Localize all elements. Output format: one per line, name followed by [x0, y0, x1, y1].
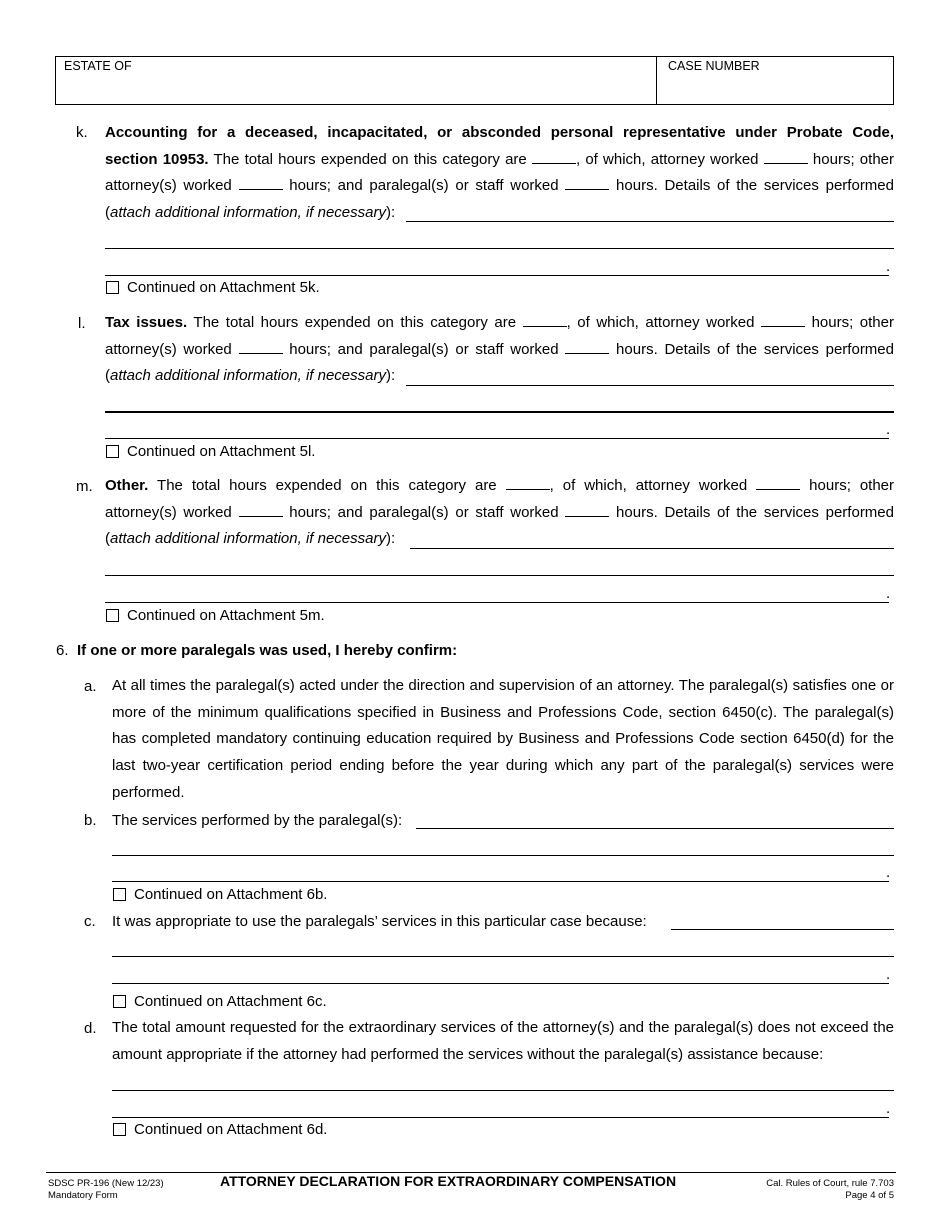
6d-continued-checkbox[interactable]	[113, 1123, 126, 1136]
item-6b-letter: b.	[84, 812, 97, 829]
6c-line-3[interactable]	[112, 983, 889, 984]
6d-line-2[interactable]	[112, 1117, 889, 1118]
l-paralegal-hours-field[interactable]	[565, 341, 609, 354]
l-details-line-2[interactable]	[105, 411, 894, 413]
k-period: .	[886, 258, 891, 275]
m-continued-checkbox[interactable]	[106, 609, 119, 622]
footer-page: Page 4 of 5	[845, 1190, 894, 1201]
m-paralegal-hours-field[interactable]	[565, 504, 609, 517]
6b-continued-row	[113, 886, 327, 903]
item-6-title: If one or more paralegals was used, I hereby confirm:	[77, 642, 458, 659]
item-l-text: Tax issues. The total hours expended on this category are , of which, attorney worked hours; other attorney(s) worked hours; and paralegal(s) or staff worked hours. Details of the services performed (attach additional information, if necessary):	[105, 314, 894, 385]
footer-form-id: SDSC PR-196 (New 12/23)	[48, 1178, 164, 1189]
footer-mandatory: Mandatory Form	[48, 1190, 118, 1201]
item-6c-text: It was appropriate to use the paralegals’ services in this particular case because:	[112, 913, 647, 930]
m-details-line-1[interactable]	[410, 548, 894, 549]
l-total-hours-field[interactable]	[523, 314, 567, 327]
m-continued-row	[106, 607, 325, 624]
l-period: .	[886, 421, 891, 438]
l-continued-row	[106, 443, 315, 460]
6d-line-1[interactable]	[112, 1090, 894, 1091]
k-continued-checkbox[interactable]	[106, 281, 119, 294]
l-attorney-hours-field[interactable]	[761, 314, 805, 327]
m-details-line-2[interactable]	[105, 575, 894, 576]
k-attorney-hours-field[interactable]	[764, 151, 808, 164]
6b-line-3[interactable]	[112, 881, 889, 882]
m-continued-label: Continued on Attachment 5m.	[127, 607, 325, 624]
k-details-line-1[interactable]	[406, 221, 894, 222]
k-paralegal-hours-field[interactable]	[565, 177, 609, 190]
item-m-letter: m.	[76, 478, 93, 495]
item-k-letter: k.	[76, 124, 88, 141]
l-details-line-3[interactable]	[105, 438, 889, 439]
m-details-line-3[interactable]	[105, 602, 889, 603]
item-m-title: Other.	[105, 477, 149, 494]
item-l-title: Tax issues.	[105, 314, 188, 331]
item-k-title: Accounting for a deceased, incapacitated, or absconded personal representative under Probate Code,	[105, 124, 894, 141]
case-number-label: CASE NUMBER	[668, 59, 760, 73]
k-continued-row	[106, 279, 320, 296]
m-other-attorney-hours-field[interactable]	[239, 504, 283, 517]
6d-continued-label: Continued on Attachment 6d.	[134, 1121, 328, 1138]
l-continued-checkbox[interactable]	[106, 445, 119, 458]
footer-title: ATTORNEY DECLARATION FOR EXTRAORDINARY COMPENSATION	[220, 1173, 677, 1189]
k-continued-label: Continued on Attachment 5k.	[127, 279, 320, 296]
item-6d-text: The total amount requested for the extraordinary services of the attorney(s) and the paralegal(s) does not exceed the amount appropriate if the attorney had performed the services without the paralegal(s) assistance because:	[112, 1019, 894, 1063]
l-continued-label: Continued on Attachment 5l.	[127, 443, 316, 460]
k-other-attorney-hours-field[interactable]	[239, 177, 283, 190]
k-details-line-2[interactable]	[105, 248, 894, 249]
k-details-line-3[interactable]	[105, 275, 889, 276]
estate-of-label: ESTATE OF	[64, 59, 132, 73]
item-6d-letter: d.	[84, 1020, 97, 1037]
m-total-hours-field[interactable]	[506, 477, 550, 490]
item-k-text: Accounting for a deceased, incapacitated, or absconded personal representative under Probate Code, section 10953. The total hours expended on this category are , of which, attorney worked hours; other attorney(s) worked hours; and paralegal(s) or staff worked hours. Details of the services performed (attach additional information, if necessary):	[105, 124, 894, 222]
footer-rule-citation: Cal. Rules of Court, rule 7.703	[766, 1178, 894, 1189]
6b-period: .	[886, 864, 891, 881]
item-6c-letter: c.	[84, 913, 96, 930]
6b-line-1[interactable]	[416, 828, 894, 829]
l-details-line-1[interactable]	[406, 385, 894, 386]
caption-divider	[656, 57, 657, 104]
k-total-hours-field[interactable]	[532, 151, 576, 164]
6c-line-1[interactable]	[671, 929, 894, 930]
caption-box	[55, 56, 894, 105]
item-k-title-b: section 10953.	[105, 150, 209, 168]
item-6a-text: At all times the paralegal(s) acted under the direction and supervision of an attorney. The paralegal(s) satisfies one or more of the minimum qualifications specified in Business and Professions Code, section 6450(c). The paralegal(s) has completed mandatory continuing education required by Business and Professions Code section 6450(d) for the last two-year certification period ending before the year during which any part of the paralegal(s) services were performed.	[112, 677, 894, 801]
item-6-number: 6.	[56, 642, 69, 659]
m-period: .	[886, 585, 891, 602]
6d-continued-row	[113, 1121, 327, 1138]
6b-line-2[interactable]	[112, 855, 894, 856]
6c-line-2[interactable]	[112, 956, 894, 957]
m-attorney-hours-field[interactable]	[756, 477, 800, 490]
6c-period: .	[886, 966, 891, 983]
6c-continued-checkbox[interactable]	[113, 995, 126, 1008]
6b-continued-checkbox[interactable]	[113, 888, 126, 901]
6c-continued-label: Continued on Attachment 6c.	[134, 993, 327, 1010]
6c-continued-row	[113, 993, 327, 1010]
6b-continued-label: Continued on Attachment 6b.	[134, 886, 328, 903]
item-6b-text: The services performed by the paralegal(s):	[112, 812, 403, 829]
item-m-text: Other. The total hours expended on this category are , of which, attorney worked hours; other attorney(s) worked hours; and paralegal(s) or staff worked hours. Details of the services performed (attach additional information, if necessary):	[105, 477, 895, 548]
item-l-letter: l.	[78, 315, 86, 332]
item-6a-letter: a.	[84, 678, 97, 695]
l-other-attorney-hours-field[interactable]	[239, 341, 283, 354]
6d-period: .	[886, 1100, 891, 1117]
